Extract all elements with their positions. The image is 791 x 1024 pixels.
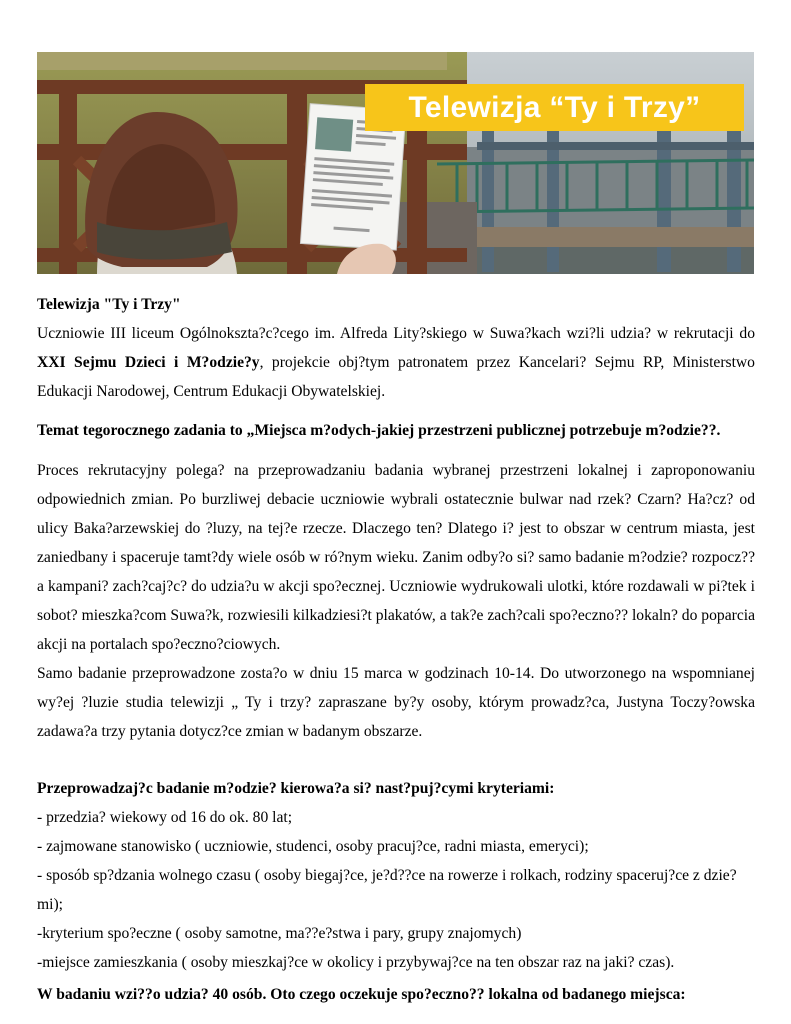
header-banner-photo [37,52,754,274]
article-heading: Telewizja "Ty i Trzy" [37,296,181,313]
theme-paragraph: Temat tegorocznego zadania to „Miejsca m?odych-jakiej przestrzeni publicznej potrzebuje m?odzie??. [37,422,721,439]
criteria-section [37,774,755,977]
criteria-list-item: -kryterium spo?eczne ( osoby samotne, ma??e?stwa i pary, grupy znajomych) [37,925,522,942]
closing-line: W badaniu wzi??o udzia? 40 osób. Oto czego oczekuje spo?eczno?? lokalna od badanego miejsca: [37,986,686,1003]
intro-paragraph [37,319,755,406]
criteria-heading: Przeprowadzaj?c badanie m?odzie? kierowa?a si? nast?puj?cymi kryteriami: [37,780,555,797]
criteria-list-item: - sposób sp?dzania wolnego czasu ( osoby biegaj?ce, je?d??ce na rowerze i rolkach, rodziny spaceruj?ce z dzie?mi); [37,867,737,913]
process-paragraph-1: Proces rekrutacyjny polega? na przeprowadzaniu badania wybranej przestrzeni lokalnej i zaproponowaniu odpowiednich zmian. Po burzliwej debacie uczniowie wybrali ostatecznie bulwar nad rzek? Czarn? Ha?cz? od ulicy Baka?arzewskiej do ?luzy, na tej?e rzecze. Dlaczego ten? Dlatego i? jest to obszar w centrum miasta, jest zaniedbany i spaceruje tamt?dy wiele osób w ró?nym wieku. Zanim odby?o si? samo badanie m?odzie? rozpocz??a kampani? zach?caj?c? do udzia?u w akcji spo?ecznej. Uczniowie wydrukowali ulotki, które rozdawali w pi?tek i sobot? mieszka?com Suwa?k, rozwiesili kilkadziesi?t plakatów, a tak?e zach?cali spo?eczno?? lokaln? do poparcia akcji na portalach spo?eczno?ciowych. [37,462,755,653]
criteria-list-item: - przedzia? wiekowy od 16 do ok. 80 lat; [37,809,293,826]
criteria-list-item: - zajmowane stanowisko ( uczniowie, studenci, osoby pracuj?ce, radni miasta, emeryci); [37,838,589,855]
intro-bold-project: XXI Sejmu Dzieci i M?odzie?y [37,354,260,371]
process-paragraph-2: Samo badanie przeprowadzone zosta?o w dniu 15 marca w godzinach 10-14. Do utworzonego na wspomnianej wy?ej ?luzie studia telewizji „ Ty i trzy? zapraszane by?y osoby, którym prowadz?ca, Justyna Toczy?owska zadawa?a trzy pytania dotycz?ce zmian w badanym obszarze. [37,665,755,740]
criteria-list-item: -miejsce zamieszkania ( osoby mieszkaj?ce w okolicy i przybywaj?ce na ten obszar raz na jaki? czas). [37,954,675,971]
banner-title: Telewizja “Ty i Trzy” [365,84,744,131]
intro-text-start: Uczniowie III liceum Ogólnokszta?c?cego im. Alfreda Lity?skiego w Suwa?kach wzi?li udzia? w rekrutacji do [37,325,755,342]
article-top [37,290,755,406]
intro-text-end: , projekcie obj?tym patronatem przez Kancelari? Sejmu RP, Ministerstwo Edukacji Narodowej, Centrum Edukacji Obywatelskiej. [37,354,755,400]
process-section [37,456,755,746]
